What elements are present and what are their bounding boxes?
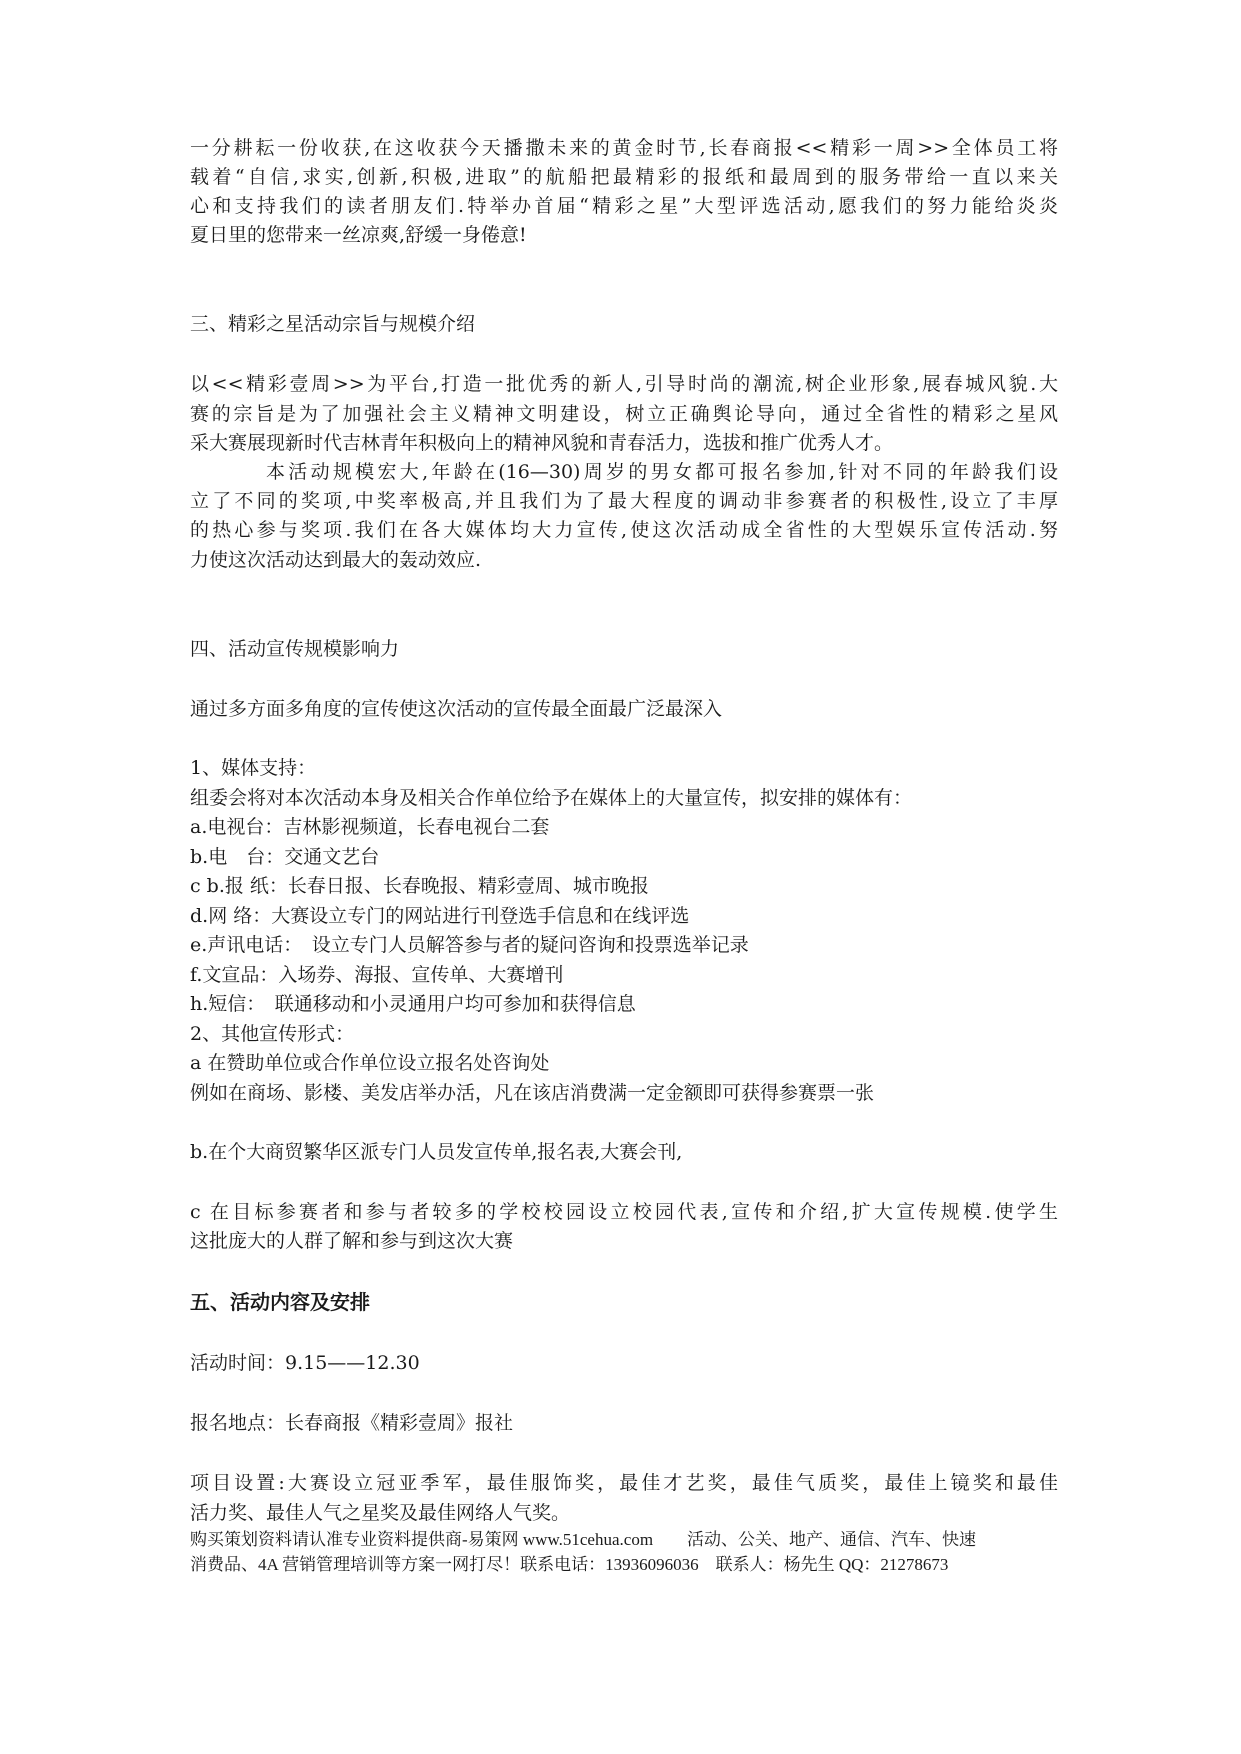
signup-place: 报名地点：长春商报《精彩壹周》报社: [190, 1412, 514, 1434]
media-item: a.电视台：吉林影视频道，长春电视台二套: [190, 816, 550, 838]
media-item: c b.报 纸：长春日报、长春晚报、精彩壹周、城市晚报: [190, 875, 649, 897]
section3-line: 力使这次活动达到最大的轰动效应.: [190, 549, 482, 571]
media-intro: 组委会将对本次活动本身及相关合作单位给予在媒体上的大量宣传，拟安排的媒体有：: [190, 787, 913, 809]
section3-heading: 三、精彩之星活动宗旨与规模介绍: [190, 313, 476, 335]
other-item-c: 这批庞大的人群了解和参与到这次大赛: [190, 1230, 514, 1252]
section3-line: 采大赛展现新时代吉林青年积极向上的精神风貌和青春活力，选拔和推广优秀人才。: [190, 432, 894, 454]
items-line: 项目设置:大赛设立冠亚季军，最佳服饰奖，最佳才艺奖，最佳气质奖，最佳上镜奖和最佳: [190, 1472, 1058, 1494]
items-line: 活力奖、最佳人气之星奖及最佳网络人气奖。: [190, 1502, 571, 1524]
intro-line: 载着“自信,求实,创新,积极,进取”的航船把最精彩的报纸和最周到的服务带给一直以来关: [190, 166, 1058, 188]
section4-heading: 四、活动宣传规模影响力: [190, 638, 400, 660]
intro-line: 心和支持我们的读者朋友们.特举办首届“精彩之星”大型评选活动,愿我们的努力能给炎炎: [190, 195, 1058, 217]
other-item-c: c 在目标参赛者和参与者较多的学校校园设立校园代表,宣传和介绍,扩大宣传规模.使学生: [190, 1201, 1058, 1223]
section3-line: 本活动规模宏大,年龄在(16—30)周岁的男女都可报名参加,针对不同的年龄我们设: [266, 461, 1058, 483]
intro-line: 一分耕耘一份收获,在这收获今天播撒未来的黄金时节,长春商报<<精彩一周>>全体员工将: [190, 137, 1058, 159]
section3-line: 立了不同的奖项,中奖率极高,并且我们为了最大程度的调动非参赛者的积极性,设立了丰厚: [190, 490, 1058, 512]
media-item: h.短信： 联通移动和小灵通用户均可参加和获得信息: [190, 993, 636, 1015]
footer-line: 消费品、4A 营销管理培训等方案一网打尽！联系电话：13936096036 联系人：杨先生 QQ：21278673: [190, 1555, 949, 1574]
section3-line: 以<<精彩壹周>>为平台,打造一批优秀的新人,引导时尚的潮流,树企业形象,展春城风貌.大: [190, 373, 1058, 395]
section4-lead: 通过多方面多角度的宣传使这次活动的宣传最全面最广泛最深入: [190, 698, 723, 720]
intro-line: 夏日里的您带来一丝凉爽,舒缓一身倦意!: [190, 224, 527, 246]
other-item-a: a 在赞助单位或合作单位设立报名处咨询处: [190, 1052, 550, 1074]
media-item: f.文宣品：入场券、海报、宣传单、大赛增刊: [190, 964, 564, 986]
activity-time: 活动时间：9.15——12.30: [190, 1352, 420, 1374]
section3-line: 的热心参与奖项.我们在各大媒体均大力宣传,使这次活动成全省性的大型娱乐宣传活动.努: [190, 519, 1058, 541]
other-title: 2、其他宣传形式：: [190, 1023, 355, 1045]
footer-line: 购买策划资料请认准专业资料提供商-易策网 www.51cehua.com 活动、公关、地产、通信、汽车、快速: [190, 1530, 977, 1549]
section5-heading: 五、活动内容及安排: [190, 1290, 370, 1314]
media-item: d.网 络：大赛设立专门的网站进行刊登选手信息和在线评选: [190, 905, 690, 927]
section3-line: 赛的宗旨是为了加强社会主义精神文明建设，树立正确舆论导向，通过全省性的精彩之星风: [190, 403, 1058, 425]
media-item: e.声讯电话： 设立专门人员解答参与者的疑问咨询和投票选举记录: [190, 934, 749, 956]
media-title: 1、媒体支持：: [190, 757, 317, 779]
media-item: b.电 台：交通文艺台: [190, 846, 380, 868]
other-item-a-example: 例如在商场、影楼、美发店举办活，凡在该店消费满一定金额即可获得参赛票一张: [190, 1082, 875, 1104]
other-item-b: b.在个大商贸繁华区派专门人员发宣传单,报名表,大赛会刊,: [190, 1141, 683, 1163]
